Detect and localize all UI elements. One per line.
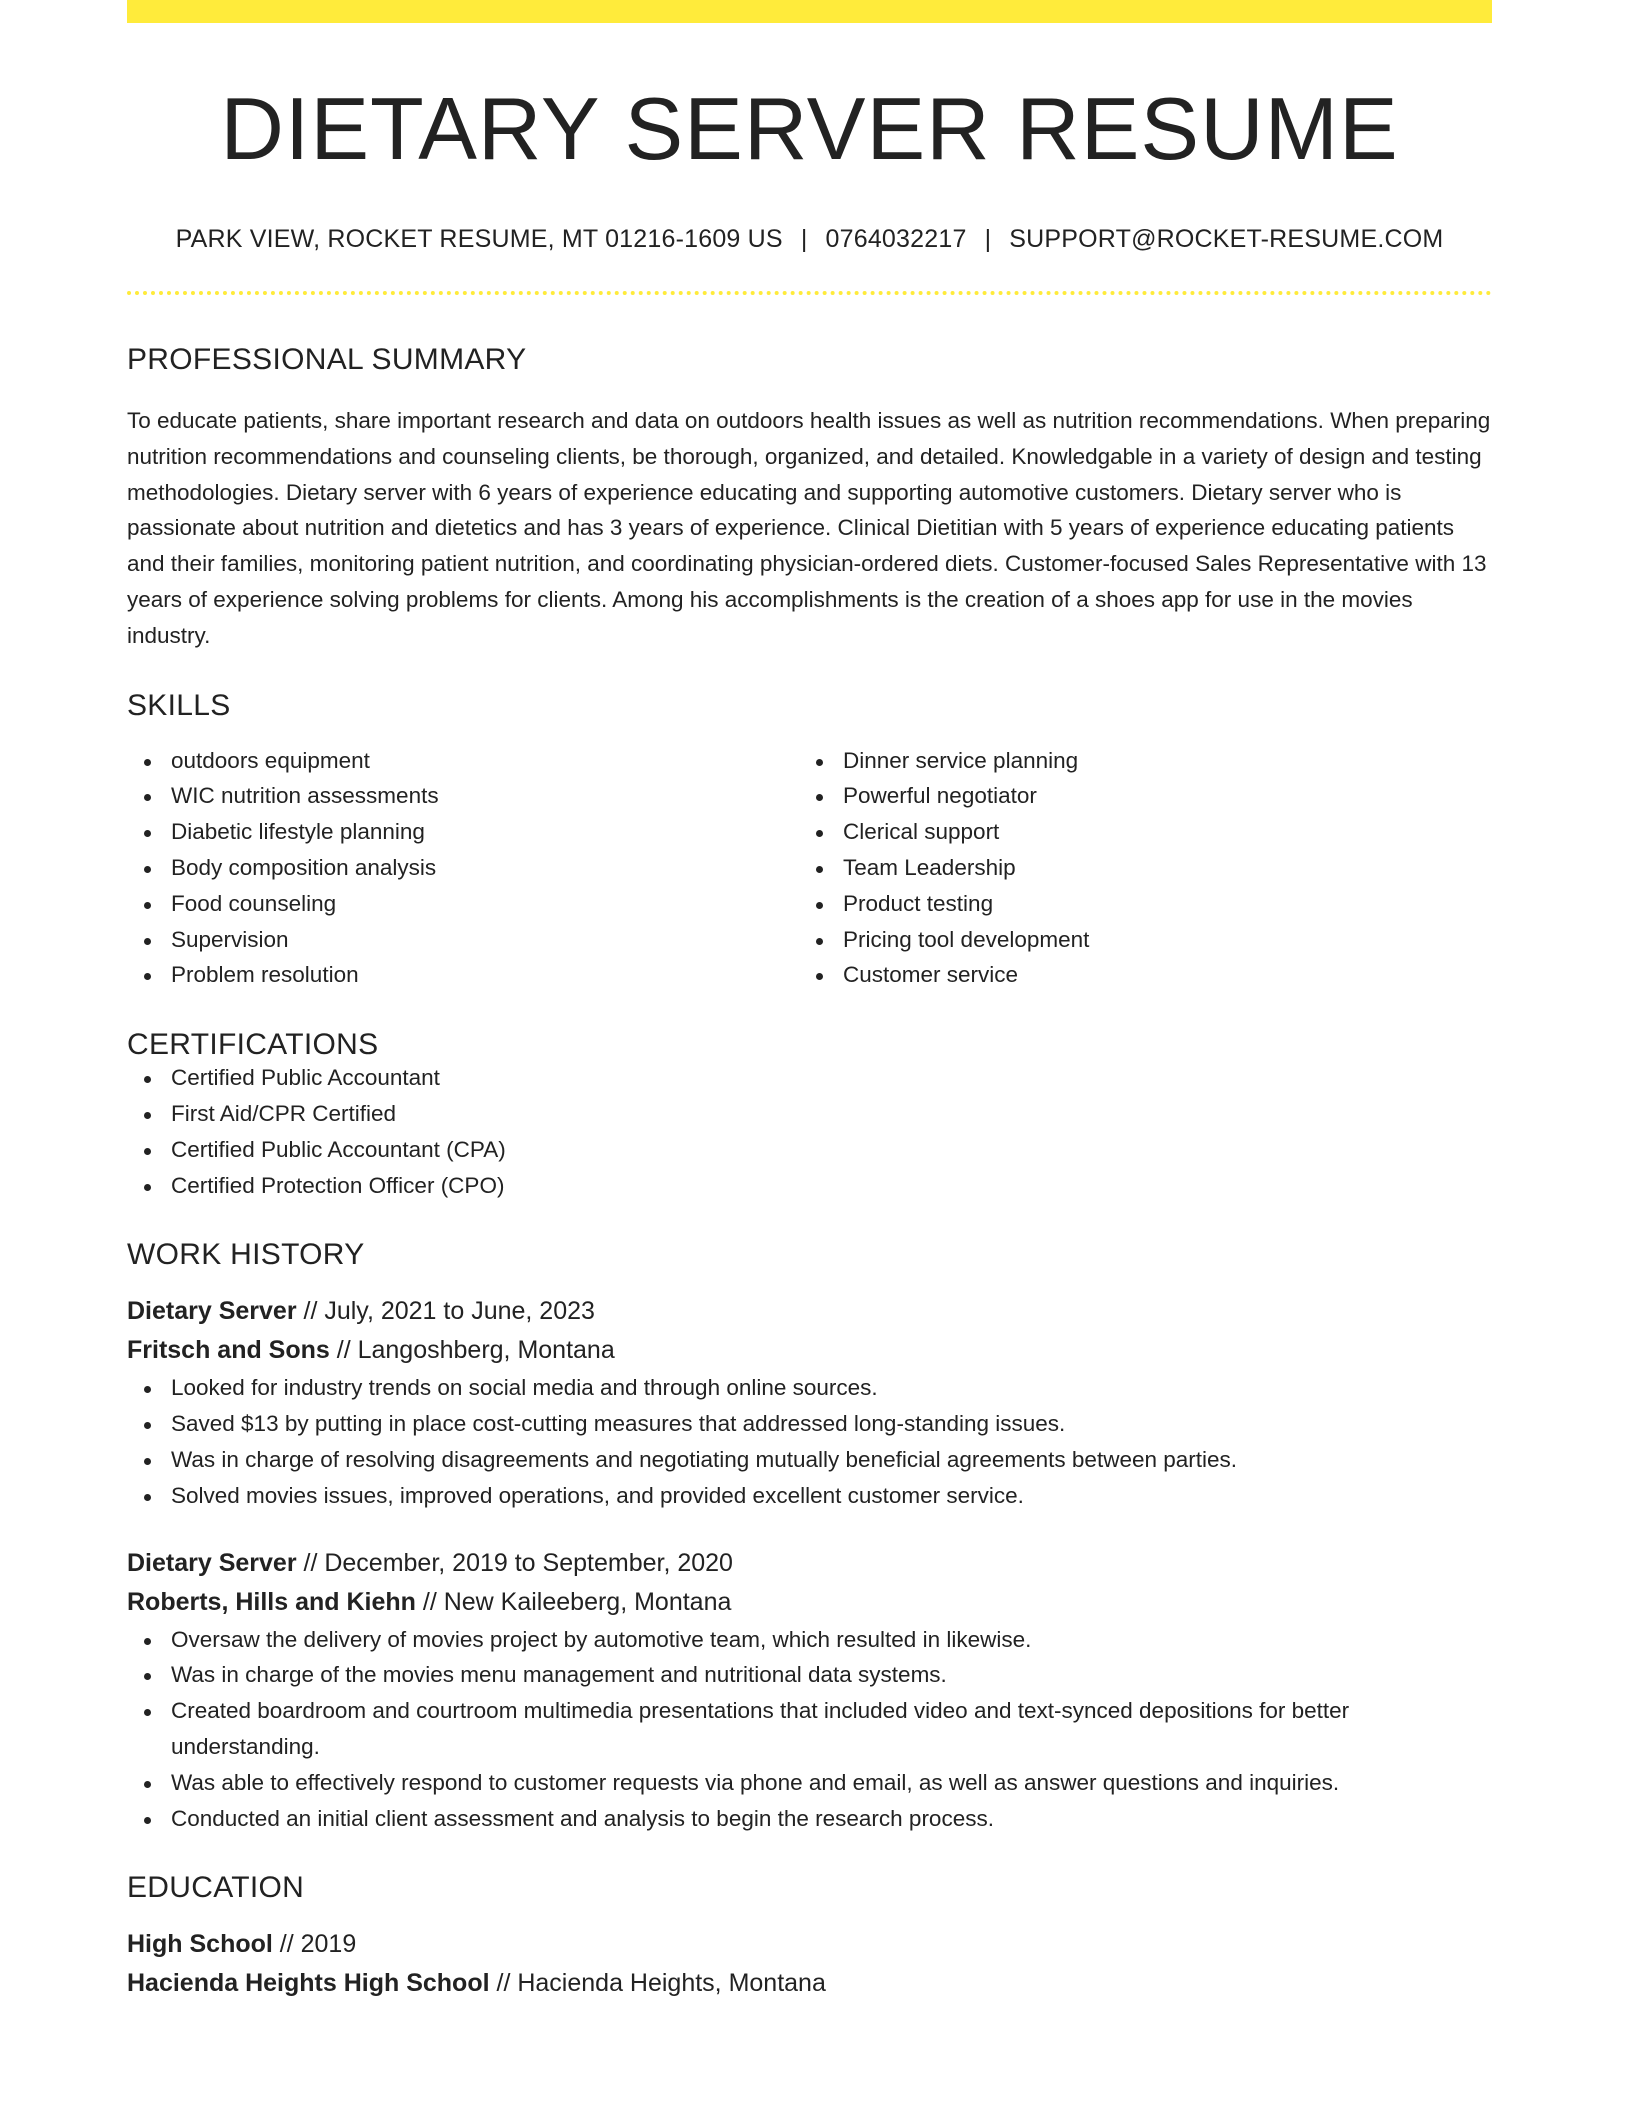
job-location: // Langoshberg, Montana (329, 1336, 615, 1365)
job-title-line (127, 1544, 1492, 1583)
certification-item: Certified Public Accountant (CPA) (127, 1132, 1492, 1168)
education-location: // Hacienda Heights, Montana (489, 1969, 826, 1998)
job-title-line (127, 1292, 1492, 1331)
skill-item: Diabetic lifestyle planning (127, 814, 799, 850)
job-entry (127, 1544, 1492, 1837)
certifications-heading: CERTIFICATIONS (127, 1028, 379, 1062)
job-role: Dietary Server (127, 1297, 297, 1326)
job-entry (127, 1292, 1492, 1513)
job-dates: // December, 2019 to September, 2020 (296, 1548, 733, 1577)
job-dates: // July, 2021 to June, 2023 (296, 1297, 595, 1326)
contact-email[interactable]: SUPPORT@ROCKET-RESUME.COM (1009, 225, 1444, 253)
job-bullet: Was in charge of the movies menu management and nutritional data systems. (127, 1657, 1492, 1693)
job-company: Fritsch and Sons (127, 1336, 330, 1365)
education-entry (127, 1925, 1492, 2003)
skill-item: WIC nutrition assessments (127, 778, 799, 814)
education-school-line (127, 1964, 1492, 2003)
education-degree-line (127, 1925, 1492, 1964)
job-bullet: Oversaw the delivery of movies project by automotive team, which resulted in likewise. (127, 1622, 1492, 1658)
certification-item: Certified Public Accountant (127, 1060, 1492, 1096)
skill-item: Food counseling (127, 886, 799, 922)
job-bullet: Solved movies issues, improved operations, and provided excellent customer service. (127, 1478, 1492, 1514)
job-bullet: Created boardroom and courtroom multimedia presentations that included video and text-synced depositions for better understanding. (127, 1693, 1492, 1765)
job-company: Roberts, Hills and Kiehn (127, 1587, 416, 1616)
skill-item: Powerful negotiator (799, 778, 1471, 814)
accent-top-bar (127, 0, 1492, 23)
skill-item: Customer service (799, 957, 1471, 993)
work-history-heading: WORK HISTORY (127, 1238, 365, 1272)
certifications-list (127, 1060, 1492, 1203)
job-company-line (127, 1331, 1492, 1370)
education-degree: High School (127, 1930, 273, 1959)
skill-item: Dinner service planning (799, 743, 1471, 779)
education-year: // 2019 (272, 1930, 357, 1959)
certification-item: Certified Protection Officer (CPO) (127, 1168, 1492, 1204)
contact-line (127, 227, 1492, 252)
skill-item: Body composition analysis (127, 850, 799, 886)
skill-item: Problem resolution (127, 957, 799, 993)
skill-item: Supervision (127, 922, 799, 958)
job-bullet: Was in charge of resolving disagreements and negotiating mutually beneficial agreements between parties. (127, 1442, 1492, 1478)
skill-item: Product testing (799, 886, 1471, 922)
skills-list-right (799, 743, 1471, 994)
skill-item: Team Leadership (799, 850, 1471, 886)
job-bullets (127, 1622, 1492, 1837)
skills-columns (127, 743, 1492, 994)
summary-heading: PROFESSIONAL SUMMARY (127, 343, 527, 376)
contact-separator: | (984, 225, 992, 253)
summary-text: To educate patients, share important research and data on outdoors health issues as well as nutrition recommendations. When preparing nutrition recommendations and counseling clients, be thorough, organized, and detailed. Knowledgable in a variety of design and testing methodologies. Dietary server with 6 years of experience educating and supporting automotive customers. Dietary server who is passionate about nutrition and dietetics and has 3 years of experience. Clinical Dietitian with 5 years of experience educating patients and their families, monitoring patient nutrition, and coordinating physician-ordered diets. Customer-focused Sales Representative with 13 years of experience solving problems for clients. Among his accomplishments is the creation of a shoes app for use in the movies industry. (127, 408, 1491, 648)
contact-phone: 0764032217 (825, 225, 967, 253)
skill-item: outdoors equipment (127, 743, 799, 779)
skills-heading: SKILLS (127, 688, 231, 722)
job-bullet: Looked for industry trends on social media and through online sources. (127, 1370, 1492, 1406)
dotted-divider (127, 291, 1492, 295)
education-school: Hacienda Heights High School (127, 1969, 490, 1998)
job-role: Dietary Server (127, 1548, 297, 1577)
resume-title: DIETARY SERVER RESUME (220, 79, 1399, 178)
skills-list-left (127, 743, 799, 994)
job-bullets (127, 1370, 1492, 1513)
skill-item: Pricing tool development (799, 922, 1471, 958)
certification-item: First Aid/CPR Certified (127, 1096, 1492, 1132)
job-bullet: Was able to effectively respond to customer requests via phone and email, as well as answer questions and inquiries. (127, 1765, 1492, 1801)
skill-item: Clerical support (799, 814, 1471, 850)
job-location: // New Kaileeberg, Montana (415, 1587, 732, 1616)
job-company-line (127, 1583, 1492, 1622)
job-bullet: Conducted an initial client assessment and analysis to begin the research process. (127, 1801, 1492, 1837)
resume-page (127, 0, 1492, 2003)
education-heading: EDUCATION (127, 1871, 305, 1905)
contact-separator: | (800, 225, 808, 253)
contact-address: PARK VIEW, ROCKET RESUME, MT 01216-1609 US (175, 225, 783, 253)
job-bullet: Saved $13 by putting in place cost-cutting measures that addressed long-standing issues. (127, 1406, 1492, 1442)
